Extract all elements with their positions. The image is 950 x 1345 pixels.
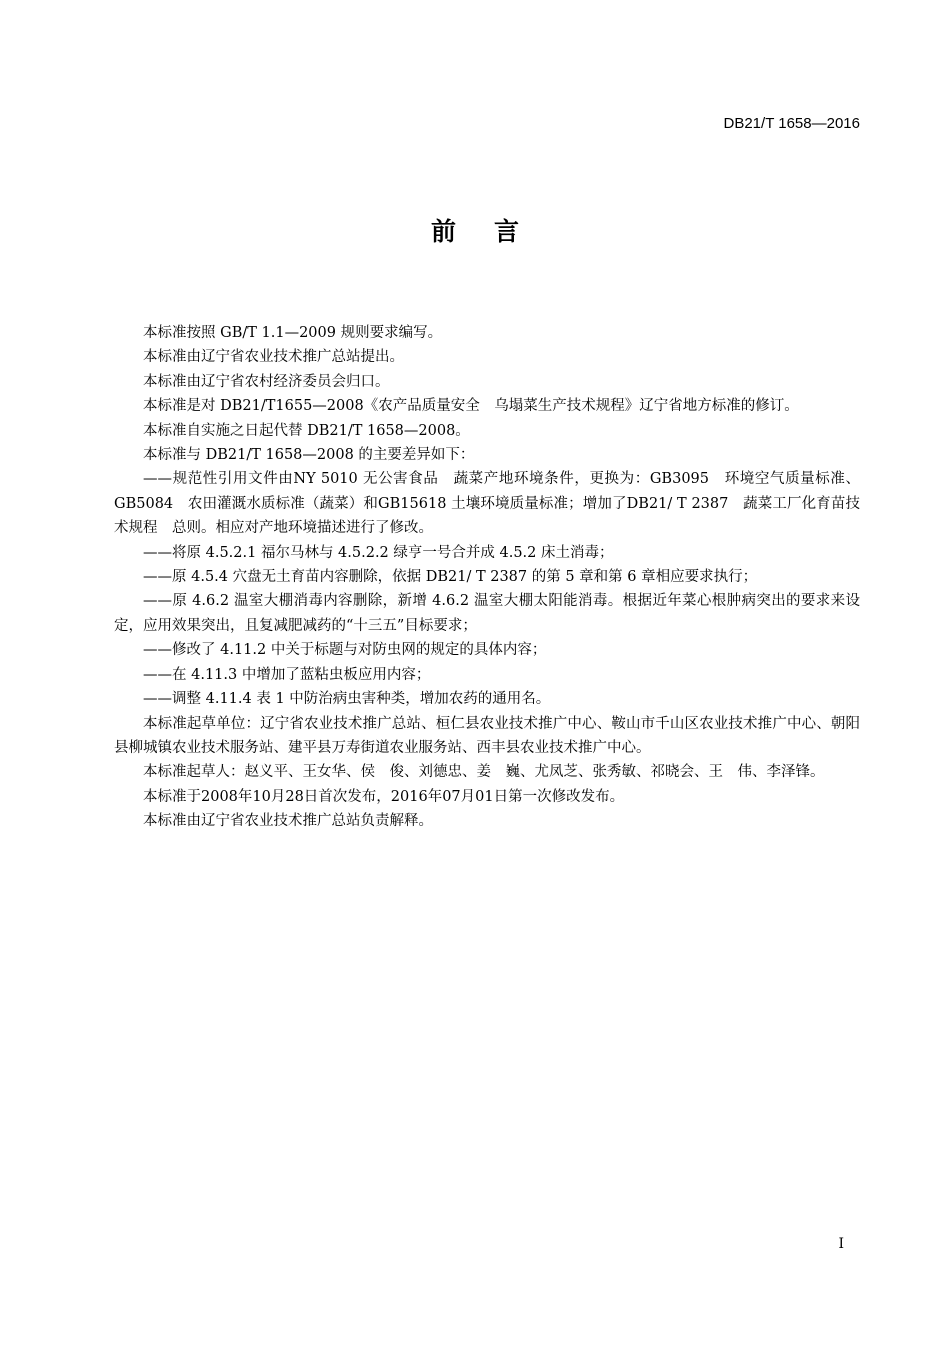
paragraph: 本标准由辽宁省农村经济委员会归口。 <box>143 373 390 390</box>
page-number: I <box>838 1236 844 1252</box>
change-item: ——调整 4.11.4 表 1 中防治病虫害种类，增加农药的通用名。 <box>143 691 551 708</box>
publication-dates: 本标准于2008年10月28日首次发布，2016年07月01日第一次修改发布。 <box>143 788 625 805</box>
interpretation-note: 本标准由辽宁省农业技术推广总站负责解释。 <box>143 813 433 830</box>
foreword-body <box>114 321 860 834</box>
change-item: ——原 4.6.2 温室大棚消毒内容删除，新增 4.6.2 温室大棚太阳能消毒。根据近年菜心根肿病突出的要求来设定，应用效果突出，且复减肥减药的“十三五”目标要求； <box>114 593 860 634</box>
change-item: ——原 4.5.4 穴盘无土育苗内容删除，依据 DB21/ T 2387 的第 5 章和第 6 章相应要求执行； <box>143 569 758 586</box>
page-title: 前言 <box>430 217 557 246</box>
paragraph: 本标准按照 GB/T 1.1—2009 规则要求编写。 <box>143 325 443 341</box>
paragraph: 本标准是对 DB21/T1655—2008《农产品质量安全 乌塌菜生产技术规程》辽宁省地方标准的修订。 <box>143 398 799 415</box>
standard-code: DB21/T 1658—2016 <box>723 115 860 132</box>
paragraph: 本标准由辽宁省农业技术推广总站提出。 <box>143 349 404 366</box>
change-item: ——修改了 4.11.2 中关于标题与对防虫网的规定的具体内容； <box>143 642 547 659</box>
change-item: ——规范性引用文件由NY 5010 无公害食品 蔬菜产地环境条件，更换为：GB3095 环境空气质量标准、GB5084 农田灌溉水质标准（蔬菜）和GB15618 土壤环境质量标准；增加了DB21/ T 2387 蔬菜工厂化育苗技术规程 总则。相应对产地环境描述进行了修改。 <box>114 471 860 537</box>
paragraph: 本标准与 DB21/T 1658—2008 的主要差异如下： <box>143 447 475 464</box>
change-item: ——将原 4.5.2.1 福尔马林与 4.5.2.2 绿亨一号合并成 4.5.2 床土消毒； <box>143 544 614 561</box>
drafting-units: 本标准起草单位：辽宁省农业技术推广总站、桓仁县农业技术推广中心、鞍山市千山区农业技术推广中心、朝阳县柳城镇农业技术服务站、建平县万寿街道农业服务站、西丰县农业技术推广中心。 <box>114 715 860 756</box>
drafters: 本标准起草人：赵义平、王女华、侯 俊、刘德忠、姜 巍、尤凤芝、张秀敏、祁晓会、王 伟、李泽锋。 <box>143 764 825 781</box>
change-item: ——在 4.11.3 中增加了蓝粘虫板应用内容； <box>143 666 431 683</box>
paragraph: 本标准自实施之日起代替 DB21/T 1658—2008。 <box>143 422 470 439</box>
